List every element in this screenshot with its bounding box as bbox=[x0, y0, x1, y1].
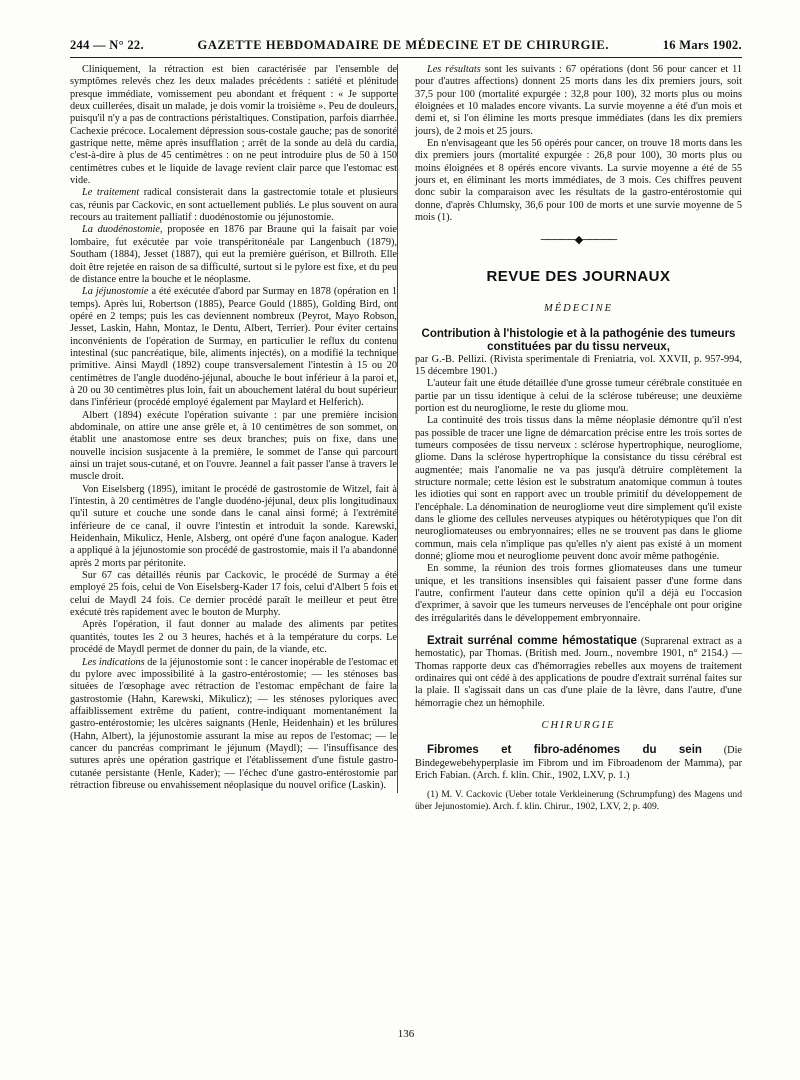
paragraph: En somme, la réunion des trois formes gliomateuses dans une tumeur unique, et les transitions insensibles qui faisaient passer d'une forme dans l'autre, confirment l'auteur dans cette opinion qu'il a déjà eu l'occasion d'exprimer, à savoir que les tumeurs nerveuses de l'encéphale ont pour origine des irrégularités dans le développement embryonnaire. bbox=[415, 563, 742, 624]
paragraph: Après l'opération, il faut donner au malade des aliments par petites quantités, toutes les 2 ou 3 heures, hachés et à la température du corps. Le procédé de Maydl permet de donner du pain, de la viande, etc. bbox=[70, 619, 397, 656]
subsection-heading-medecine: MÉDECINE bbox=[543, 303, 614, 315]
paragraph: En n'envisageant que les 56 opérés pour cancer, on trouve 18 morts dans les dix premiers jours (mortalité expurgée : 26,8 pour 100), 30 morts plus ou moins éloignées et 8 opérés encore vivants. La survie moyenne a été de 55 jours et, en éliminant les morts immédiates, de 3 mois. Ces chiffres peuvent donc subir la comparaison avec les résultats de la gastro-entérostomie qui donne, d'après Chlumsky, 36,6 pour 100 de morts et une survie moyenne de 5 mois (1). bbox=[415, 138, 742, 224]
paragraph-text: — Thomas rapporte deux cas d'hémorragies rebelles aux moyens de traitement ordinaires qui ont cédé à des applications de poudre d'extrait surrénal faites sur la plaie. Il s'agissait dans un cas d'une plaie de la lèvre, dans l'autre, d'une hémorragie chez un hémophile. bbox=[415, 648, 742, 709]
page bbox=[70, 38, 742, 1040]
ornament-divider: ─────◆───── bbox=[540, 234, 617, 247]
paragraph bbox=[415, 64, 742, 138]
paragraph: Cliniquement, la rétraction est bien caractérisée par l'ensemble de symptômes relevés chez les deux malades précédents : satiété et plénitude presque immédiate, vomissement peu abondant et fréquent : « Je supporte deux cuillerées, disait un malade, je dois vomir la troisième ». Peu de douleurs, puisqu'il n'y a pas de contractions péristaltiques. Constipation, parfois diarrhée. Cachexie précoce. Localement dépression sous-costale gauche; pas de sonorité gastrique nette, même après insufflation ; arrêt de la sonde au delà du cardia, c'est-à-dire à plus de 45 centimètres : on ne peut introduire plus de 50 à 150 centimètres cubes et le liquide de lavage revient clair parce que l'estomac est vide. bbox=[70, 64, 397, 187]
lead-term: La duodénostomie, bbox=[82, 224, 163, 236]
article bbox=[415, 635, 742, 710]
section-title: REVUE DES JOURNAUX bbox=[486, 267, 671, 285]
spacer bbox=[415, 625, 742, 635]
paragraph-text: proposée en 1876 par Braune qui la faisait par voie lombaire, fut exécutée par voie transpéritonéale par Langenbuch (1879), Southam (1884), Jesset (1887), qui eut la première guérison, et Billroth. Elle doit être rejetée en raison de sa difficulté, surtout si le pylore est fixe, et du peu de distance entre la bouche et le néoplasme. bbox=[70, 224, 397, 285]
paragraph: Albert (1894) exécute l'opération suivante : par une première incision abdominale, on attire une anse grêle et, à 10 centimètres de son sommet, on établit une anastomose entre ses deux branches; puis on fixe, dans une nouvelle incision susjacente à la première, le sommet de l'anse qui parcourt ainsi un trajet sous-cutané, et on l'ouvre. Jeannel a fait passer l'anse à travers le muscle droit. bbox=[70, 409, 397, 483]
article-reference: (Die Bindegewebehyperplasie im Fibrom und im Fibroadenom der Mamma), par Erich Fabian. (Arch. f. klin. Chir., 1902, LXV, p. 1.) bbox=[415, 745, 742, 782]
lead-term: La jéjunostomie bbox=[82, 286, 149, 298]
paragraph bbox=[70, 187, 397, 224]
paragraph bbox=[70, 224, 397, 286]
paragraph: L'auteur fait une étude détaillée d'une grosse tumeur cérébrale constituée en partie par un tissu identique à celui de la sclérose tubéreuse; une deuxième portion est du neurogliome, le reste du gliome mou. bbox=[415, 378, 742, 414]
running-header bbox=[70, 38, 742, 58]
paragraph-text: radical consisterait dans la gastrectomie totale et plusieurs cas, réunis par Cackovic, en sont actuellement publiés. Le plus souvent on aura recours au traitement palliatif : duodénostomie ou jéjunostomie. bbox=[70, 187, 397, 224]
lead-term: Les indications bbox=[82, 656, 145, 668]
text-columns bbox=[70, 64, 742, 813]
paragraph bbox=[70, 286, 397, 409]
article-title: Extrait surrénal comme hémostatique bbox=[427, 635, 637, 648]
paragraph: La continuité des trois tissus dans la même néoplasie démontre qu'il n'est pas possible de tracer une ligne de démarcation précise entre les trois sortes de tumeurs composées de tissu nerveux : sclérose hypertrophique, neurogliome, gliome. Dans la sclérose hypertrophique la consistance du tissu cérébral est augmentée; mais l'anomalie ne va pas jusqu'à détruire complètement la structure normale; cette lésion est le substratum anatomique commun à toutes les idioties qui sont en rapport avec un trouble primitif du développement de l'encéphale. La dénomination de neurogliome veut dire simplement qu'il existe dans le gliome des cellules nerveuses atypiques ou hétérotypiques que l'on dit neurogliomateuses ou embryonnaires; elles ne se trouvent pas dans le gliome commun, mais cela n'implique pas qu'elles n'y aient pas existé à un moment donné; gliome mou et neurogliome peuvent donc avoir même pathogénie. bbox=[415, 415, 742, 562]
paragraph: Von Eiselsberg (1895), imitant le procédé de gastrostomie de Witzel, fait à l'intestin, à 20 centimètres de l'angle duodéno-jéjunal, deux plis longitudinaux qu'il suture et couche une sonde dans le canal ainsi formé; à l'extrémité inférieure de ce canal, il ouvre l'intestin et introduit la sonde. Karewski, Heidenhain, Mikulicz, Henle, Alsberg, ont opéré d'une façon analogue. Kader a appliqué à la jéjunostomie son procédé de gastrostomie, mais il l'a abandonné après 2 morts par péritonite. bbox=[70, 483, 397, 569]
right-column bbox=[415, 64, 742, 813]
article-reference: par G.-B. Pellizi. (Rivista sperimentale di Freniatria, vol. XXVII, p. 957-994, 15 décembre 1901.) bbox=[415, 353, 742, 377]
header-date: 16 Mars 1902. bbox=[662, 38, 742, 52]
article-title: Contribution à l'histologie et à la pathogénie des tumeurs constituées par du tissu nerveux, bbox=[421, 327, 736, 353]
article-title: Fibromes et fibro-adénomes du sein bbox=[427, 744, 702, 757]
lead-term: Le traitement bbox=[82, 187, 140, 199]
header-page-issue: 244 — N° 22. bbox=[70, 38, 144, 52]
footnote: (1) M. V. Cackovic (Ueber totale Verkleinerung (Schrumpfung) des Magens und über Jejunostomie). Arch. f. klin. Chirur., 1902, LXV, 2, p. 409. bbox=[415, 788, 742, 812]
header-journal-title: GAZETTE HEBDOMADAIRE DE MÉDECINE ET DE CHIRURGIE. bbox=[197, 38, 610, 52]
paragraph-text: sont les suivants : 67 opérations (dont 56 pour cancer et 11 pour d'autres affections) donnent 25 morts dans les dix premiers jours, soit 37,5 pour 100 (mortalité expurgée : 32,8 pour 100), 32 morts plus ou moins éloignées et 10 malades encore vivants. La survie moyenne a été d'un mois et demi et, si l'on élimine les morts presque immédiates (dans les dix premiers jours), de 2 mois et 25 jours. bbox=[415, 64, 742, 137]
left-column bbox=[70, 64, 397, 813]
subsection-heading-chirurgie: CHIRURGIE bbox=[541, 720, 616, 732]
paragraph-text: a été exécutée d'abord par Surmay en 1878 (opération en 1 temps). Après lui, Robertson (1885), Pearce Gould (1885), Golding Bird, ont opéré en 2 temps; puis les cas deviennent nombreux (Peyrot, Mayo Robson, Jesset, Laskin, Hahn, Montaz, le Dentu, Albert, Terrier). Pour éviter certains inconvénients de l'opération de Surmay, en particulier le reflux du contenu intestinal (suc pancréatique, bile, aliments injectés), on a modifié la technique primitive. Ainsi Maydl (1892) coupe transversalement l'intestin à 15 ou 20 centimètres de l'angle duodéno-jéjunal, abouche le bout inférieur à la paroi et, à 20 ou 30 centimètres plus loin, fait un abouchement latéral du bout supérieur dans l'inférieur (procédé employé également par Maylard et Helferich). bbox=[70, 286, 397, 409]
paragraph-text: de la jéjunostomie sont : le cancer inopérable de l'estomac et du pylore avec impossibilité à la gastro-entérostomie; — les sténoses bas situées de l'œsophage avec rétraction de l'estomac empêchant de faire la gastrostomie (Hahn, Karewski, Mikulicz); — les sténoses pyloriques avec affaiblissement extrême du patient, contre-indiquant momentanément la gastro-entérostomie; les ulcères saignants (Henle, Heidenhain) et les brûlures (Hahn, Albert), la jéjunostomie assurant la mise au repos de l'estomac; — le cancer du pancréas comprimant le jéjunum (Maydl); — l'insuffisance des sutures après une opération gastrique et l'établissement d'une fistule gastro-cutanée persistante (Henle, Kader); — l'échec d'une gastro-entérostomie par rétraction fibreuse ou envahissement néoplasique du nouvel orifice (Laskin). bbox=[70, 656, 397, 791]
article-reference: (Suprarenal extract as a hemostatic), par Thomas. (British med. Journ., novembre 1901, n° 2154.) bbox=[415, 636, 742, 660]
paragraph: Sur 67 cas détaillés réunis par Cackovic, le procédé de Surmay a été employé 25 fois, celui de Von Eiselsberg-Kader 17 fois, celui d'Albert 5 fois et celui de Maydl 24 fois. Ce dernier procédé paraît le meilleur et peut être exécuté très rapidement avec le bouton de Murphy. bbox=[70, 570, 397, 619]
page-number: 136 bbox=[397, 1028, 415, 1040]
spacer bbox=[415, 710, 742, 720]
paragraph bbox=[70, 657, 397, 793]
article bbox=[415, 744, 742, 782]
lead-term: Les résultats bbox=[427, 64, 481, 75]
